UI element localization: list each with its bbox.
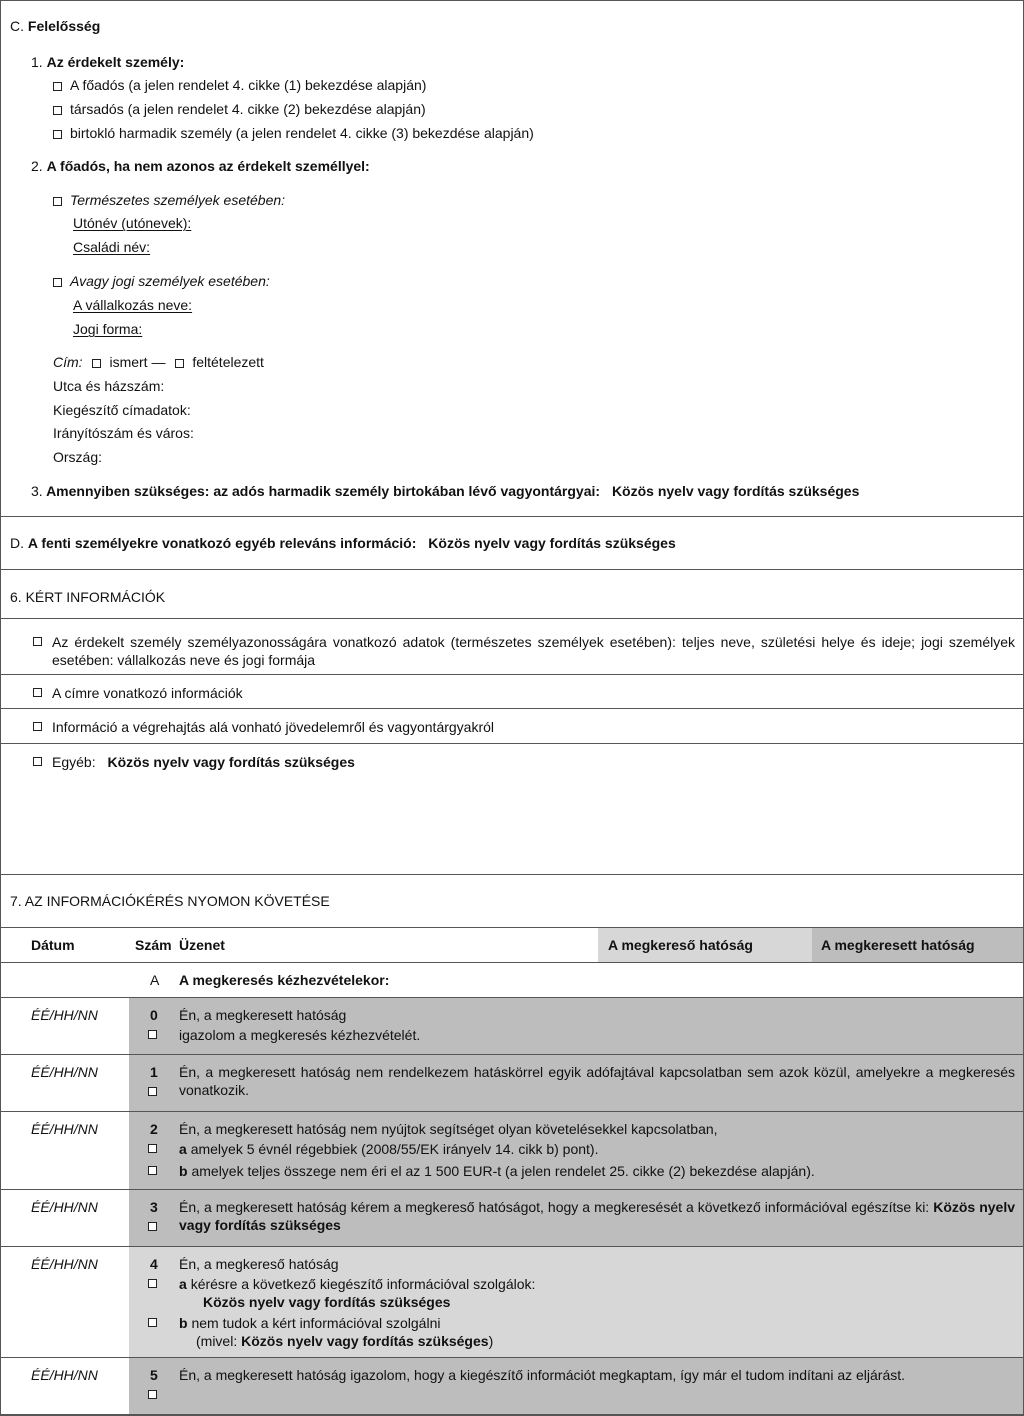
checkbox-4b[interactable]	[148, 1318, 157, 1327]
section-d: D. A fenti személyekre vonatkozó egyéb releváns információ: Közös nyelv vagy fordítás szükséges	[1, 517, 1023, 570]
checkbox[interactable]	[53, 278, 62, 287]
section-d-title: A fenti személyekre vonatkozó egyéb releváns információ:	[27, 535, 417, 551]
section-7-title: 7. AZ INFORMÁCIÓKÉRÉS NYOMON KÖVETÉSE	[10, 893, 330, 909]
section-7	[1, 875, 1023, 928]
table-row: ÉÉ/HH/NN 1 Én, a megkeresett hatóság nem rendelkezem hatáskörrel egyik adófajtával kapcsolatban sem azok közül, amelyekre a megkeresés vonatkozik.	[1, 1055, 1023, 1112]
section-c-letter: C.	[10, 18, 24, 34]
checkbox-known[interactable]	[92, 359, 101, 368]
option-third-party[interactable]: birtokló harmadik személy (a jelen rendelet 4. cikke (3) bekezdése alapján)	[53, 124, 534, 142]
translation-note: Közös nyelv vagy fordítás szükséges	[428, 535, 676, 551]
checkbox[interactable]	[33, 688, 42, 697]
checkbox[interactable]	[53, 106, 62, 115]
checkbox[interactable]	[148, 1390, 157, 1399]
checkbox[interactable]	[148, 1030, 157, 1039]
table-row: ÉÉ/HH/NN 2 Én, a megkeresett hatóság nem nyújtok segítséget olyan követelésekkel kapcsolatban, a amelyek 5 évnél régebbiek (2008/55/EK irányelv 14. cikk b) pont). b amelyek teljes összege nem éri el az 1 500 EUR-t (a jelen rendelet 25. cikke (2) bekezdése alapján).	[1, 1112, 1023, 1190]
item1-num: 1.	[31, 54, 43, 70]
address-label: Cím:	[53, 354, 83, 370]
checkbox[interactable]	[33, 757, 42, 766]
requesting-authority-header: A megkereső hatóság	[598, 928, 812, 962]
section-c-title: Felelősség	[27, 18, 101, 34]
checkbox[interactable]	[53, 130, 62, 139]
request-income-assets[interactable]: Információ a végrehajtás alá vonható jövedelemről és vagyontárgyakról	[1, 708, 1023, 744]
checkbox[interactable]	[33, 637, 42, 646]
checkbox-assumed[interactable]	[175, 359, 184, 368]
option-co-debtor[interactable]: társadós (a jelen rendelet 4. cikke (2) bekezdése alapján)	[53, 100, 426, 118]
table-header: Dátum Szám Üzenet A megkereső hatóság A megkeresett hatóság	[1, 928, 1023, 963]
country-label: Ország:	[53, 449, 103, 465]
checkbox[interactable]	[148, 1222, 157, 1231]
requested-authority-header: A megkeresett hatóság	[812, 928, 1023, 962]
table-row: ÉÉ/HH/NN 0 Én, a megkeresett hatóság igazolom a megkeresés kézhezvételét.	[1, 998, 1023, 1055]
translation-note: Közös nyelv vagy fordítás szükséges	[107, 754, 355, 770]
translation-note: Közös nyelv vagy fordítás szükséges	[241, 1333, 489, 1349]
checkbox[interactable]	[148, 1087, 157, 1096]
option-natural-person[interactable]: Természetes személyek esetében:	[53, 191, 285, 209]
request-identity[interactable]: Az érdekelt személy személyazonosságára vonatkozó adatok (természetes személyek esetében): teljes neve, születési helye és ideje; jogi személyek esetében: vállalkozás neve és jogi formája	[1, 618, 1023, 675]
legal-form-label: Jogi forma:	[73, 321, 143, 337]
extra-address-label: Kiegészítő címadatok:	[53, 402, 191, 418]
checkbox[interactable]	[53, 82, 62, 91]
table-row: ÉÉ/HH/NN 5 Én, a megkeresett hatóság igazolom, hogy a kiegészítő információt megkaptam, így már el tudom indítani az eljárást.	[1, 1358, 1023, 1415]
translation-note: Közös nyelv vagy fordítás szükséges	[179, 1199, 1015, 1234]
checkbox-2b[interactable]	[148, 1166, 157, 1175]
zip-city-label: Irányítószám és város:	[53, 425, 194, 441]
address-row: Cím: ismert — feltételezett	[53, 354, 264, 370]
table-row: ÉÉ/HH/NN 4 Én, a megkereső hatóság a kérésre a következő kiegészítő információval szolgálok: Közös nyelv vagy fordítás szükséges b nem tudok a kért információval szolgálni (mivel: Közös nyelv vagy fordítás szükséges)	[1, 1247, 1023, 1358]
section-6-title: 6. KÉRT INFORMÁCIÓK	[10, 589, 166, 605]
checkbox-4a[interactable]	[148, 1279, 157, 1288]
translation-note: Közös nyelv vagy fordítás szükséges	[611, 483, 860, 499]
surname-label: Családi név:	[73, 239, 151, 255]
request-other[interactable]: Egyéb: Közös nyelv vagy fordítás szükséges	[1, 743, 1023, 874]
translation-note: Közös nyelv vagy fordítás szükséges	[203, 1294, 451, 1310]
item2-title: A főadós, ha nem azonos az érdekelt személlyel:	[46, 158, 370, 174]
street-label: Utca és házszám:	[53, 378, 165, 394]
item3-row: 3. Amennyiben szükséges: az adós harmadik személy birtokában lévő vagyontárgyai: Közös nyelv vagy fordítás szükséges	[31, 483, 860, 499]
table-row: ÉÉ/HH/NN 3 Én, a megkeresett hatóság kérem a megkereső hatóságot, hogy a megkeresését a következő információval egészítse ki: Közös nyelv vagy fordítás szükséges	[1, 1190, 1023, 1247]
option-main-debtor[interactable]: A főadós (a jelen rendelet 4. cikke (1) bekezdése alapján)	[53, 76, 426, 94]
item1-title: Az érdekelt személy:	[46, 54, 185, 70]
first-name-label: Utónév (utónevek):	[73, 215, 192, 231]
checkbox[interactable]	[33, 722, 42, 731]
table-group-row: A A megkeresés kézhezvételekor:	[1, 963, 1023, 998]
item2-num: 2.	[31, 158, 43, 174]
request-address[interactable]: A címre vonatkozó információk	[1, 674, 1023, 709]
option-legal-person[interactable]: Avagy jogi személyek esetében:	[53, 272, 270, 290]
section-c	[1, 1, 1023, 517]
section-6	[1, 570, 1023, 875]
checkbox-2a[interactable]	[148, 1144, 157, 1153]
checkbox[interactable]	[53, 197, 62, 206]
company-name-label: A vállalkozás neve:	[73, 297, 193, 313]
